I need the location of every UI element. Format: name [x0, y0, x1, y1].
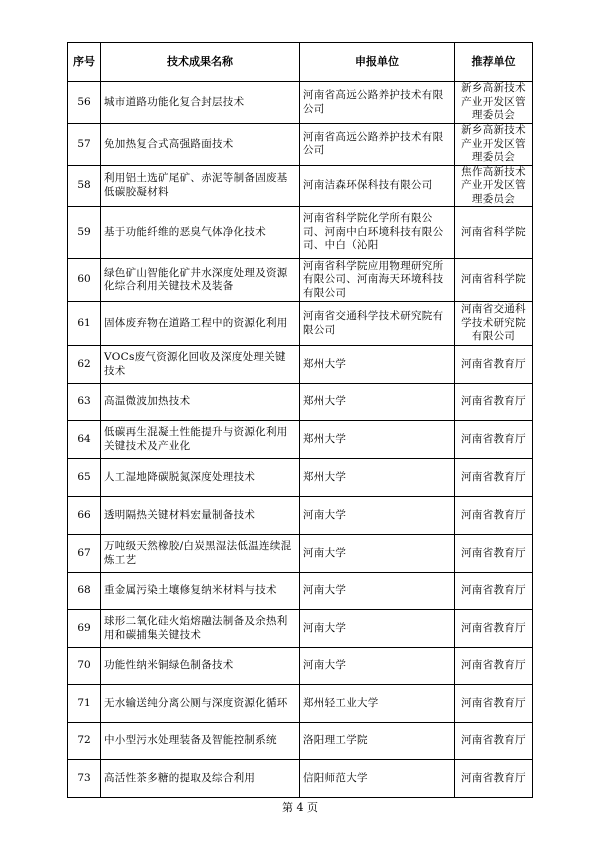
table-row	[68, 124, 533, 166]
tech-name: 人工湿地降碳脱氮深度处理技术	[101, 459, 300, 497]
table-header-row	[68, 43, 533, 82]
applicant-unit: 郑州轻工业大学	[300, 685, 455, 723]
tech-name: 功能性纳米铜绿色制备技术	[101, 648, 300, 685]
recommending-unit: 河南省教育厅	[455, 573, 533, 610]
table-row	[68, 573, 533, 610]
tech-name: 中小型污水处理装备及智能控制系统	[101, 723, 300, 760]
page-number: 第 4 页	[282, 801, 318, 814]
applicant-unit: 河南省高远公路养护技术有限公司	[300, 82, 455, 124]
table-row	[68, 459, 533, 497]
row-number: 70	[68, 648, 101, 685]
recommending-unit: 河南省教育厅	[455, 760, 533, 798]
table-row	[68, 165, 533, 207]
header-recommender: 推荐单位	[455, 43, 533, 82]
row-number: 62	[68, 346, 101, 384]
applicant-unit: 河南大学	[300, 535, 455, 573]
row-number: 65	[68, 459, 101, 497]
recommending-unit: 河南省教育厅	[455, 459, 533, 497]
applicant-unit: 河南大学	[300, 648, 455, 685]
tech-name: 高温微波加热技术	[101, 384, 300, 421]
table-row	[68, 302, 533, 346]
recommending-unit: 河南省教育厅	[455, 346, 533, 384]
header-no: 序号	[68, 43, 101, 82]
table-row	[68, 346, 533, 384]
applicant-unit: 河南大学	[300, 497, 455, 535]
recommending-unit: 新乡高新技术产业开发区管理委员会	[455, 82, 533, 124]
table-row	[68, 207, 533, 259]
row-number: 64	[68, 421, 101, 459]
tech-name: 基于功能纤维的恶臭气体净化技术	[101, 207, 300, 259]
recommending-unit: 河南省交通科学技术研究院有限公司	[455, 302, 533, 346]
tech-name: 免加热复合式高强路面技术	[101, 124, 300, 166]
recommending-unit: 河南省科学院	[455, 259, 533, 302]
recommending-unit: 河南省教育厅	[455, 384, 533, 421]
tech-name: 高活性茶多糖的提取及综合利用	[101, 760, 300, 798]
tech-name: 球形二氧化硅火焰熔融法制备及余热利用和碳捕集关键技术	[101, 610, 300, 648]
tech-name: 透明隔热关键材料宏量制备技术	[101, 497, 300, 535]
recommending-unit: 河南省教育厅	[455, 610, 533, 648]
table-row	[68, 421, 533, 459]
tech-name: 重金属污染土壤修复纳米材料与技术	[101, 573, 300, 610]
tech-name: 低碳再生混凝土性能提升与资源化利用关键技术及产业化	[101, 421, 300, 459]
row-number: 56	[68, 82, 101, 124]
applicant-unit: 郑州大学	[300, 421, 455, 459]
applicant-unit: 郑州大学	[300, 346, 455, 384]
row-number: 59	[68, 207, 101, 259]
recommending-unit: 河南省教育厅	[455, 497, 533, 535]
header-name: 技术成果名称	[101, 43, 300, 82]
recommending-unit: 河南省教育厅	[455, 685, 533, 723]
tech-name: 万吨级天然橡胶/白炭黑湿法低温连续混炼工艺	[101, 535, 300, 573]
applicant-unit: 郑州大学	[300, 384, 455, 421]
row-number: 58	[68, 165, 101, 207]
row-number: 67	[68, 535, 101, 573]
table-row	[68, 648, 533, 685]
row-number: 57	[68, 124, 101, 166]
applicant-unit: 河南大学	[300, 573, 455, 610]
applicant-unit: 洛阳理工学院	[300, 723, 455, 760]
applicant-unit: 河南大学	[300, 610, 455, 648]
table-row	[68, 535, 533, 573]
row-number: 61	[68, 302, 101, 346]
recommending-unit: 河南省科学院	[455, 207, 533, 259]
row-number: 60	[68, 259, 101, 302]
applicant-unit: 河南省科学院应用物理研究所有限公司、河南海天环境科技有限公司	[300, 259, 455, 302]
table-row	[68, 259, 533, 302]
tech-name: 固体废弃物在道路工程中的资源化利用	[101, 302, 300, 346]
applicant-unit: 郑州大学	[300, 459, 455, 497]
recommending-unit: 河南省教育厅	[455, 421, 533, 459]
recommending-unit: 河南省教育厅	[455, 535, 533, 573]
row-number: 63	[68, 384, 101, 421]
applicant-unit: 河南洁森环保科技有限公司	[300, 165, 455, 207]
applicant-unit: 河南省交通科学技术研究院有限公司	[300, 302, 455, 346]
applicant-unit: 河南省高远公路养护技术有限公司	[300, 124, 455, 166]
table-row	[68, 610, 533, 648]
header-unit: 申报单位	[300, 43, 455, 82]
recommending-unit: 河南省教育厅	[455, 648, 533, 685]
recommending-unit: 河南省教育厅	[455, 723, 533, 760]
tech-name: 利用铝土选矿尾矿、赤泥等制备固废基低碳胶凝材料	[101, 165, 300, 207]
recommending-unit: 焦作高新技术产业开发区管理委员会	[455, 165, 533, 207]
table-row	[68, 760, 533, 798]
tech-name: VOCs废气资源化回收及深度处理关键技术	[101, 346, 300, 384]
tech-name: 城市道路功能化复合封层技术	[101, 82, 300, 124]
row-number: 66	[68, 497, 101, 535]
row-number: 71	[68, 685, 101, 723]
row-number: 68	[68, 573, 101, 610]
table-row	[68, 384, 533, 421]
table-row	[68, 497, 533, 535]
row-number: 69	[68, 610, 101, 648]
tech-name: 绿色矿山智能化矿井水深度处理及资源化综合利用关键技术及装备	[101, 259, 300, 302]
row-number: 72	[68, 723, 101, 760]
technology-table	[67, 42, 533, 798]
tech-name: 无水输送纯分离公厕与深度资源化循环	[101, 685, 300, 723]
row-number: 73	[68, 760, 101, 798]
table-row	[68, 82, 533, 124]
table-row	[68, 723, 533, 760]
applicant-unit: 河南省科学院化学所有限公司、河南中白环境科技有限公司、中白（沁阳	[300, 207, 455, 259]
recommending-unit: 新乡高新技术产业开发区管理委员会	[455, 124, 533, 166]
applicant-unit: 信阳师范大学	[300, 760, 455, 798]
table-row	[68, 685, 533, 723]
